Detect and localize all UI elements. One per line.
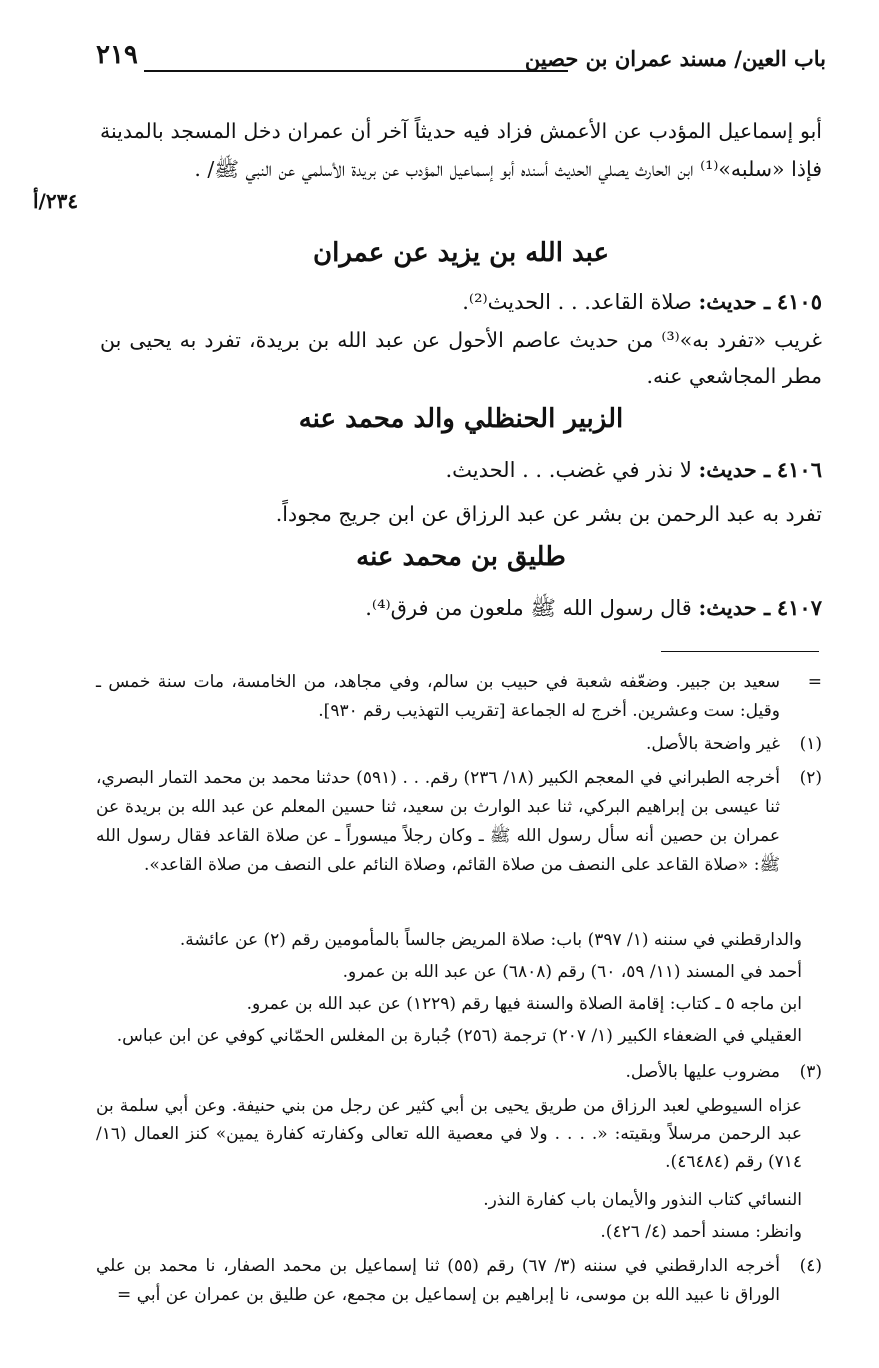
footnote-label: (٣) [799,1062,822,1082]
hadith-4106 [100,452,822,488]
footnote-2-reference: العقيلي في الضعفاء الكبير (١/ ٢٠٧) ترجمة (٢٥٦) جُبارة بن المغلس الحمّاني كوفي عن ابن عباس. [116,1026,802,1046]
section-heading-3: طليق بن محمد عنه [356,542,566,572]
hadith-note-2: تفرد به عبد الرحمن بن بشر عن عبد الرزاق عن ابن جريج مجوداً. [275,502,822,526]
footnote-continuation [96,668,822,726]
footnote-text: سعيد بن جبير. وضعّفه شعبة في حبيب بن سالم، وفي مجاهد، من الخامسة، مات سنة خمس ـ وقيل: ست وعشرين. أخرج له الجماعة [تقريب التهذيب رقم ٩٣٠]. [96,672,780,721]
footnote-2 [96,764,822,880]
footnote-text: مضروب عليها بالأصل. [625,1062,780,1082]
hadith-number: ٤١٠٧ [776,595,822,620]
hadith-text: صلاة القاعد. . . الحديث⁽²⁾. [462,290,699,314]
hadith-number: ٤١٠٦ [776,457,822,482]
running-title: باب العين/ مسند عمران بن حصين [524,46,826,71]
hadith-text: لا نذر في غضب. . . الحديث. [445,458,699,482]
hadith-text: قال رسول الله ﷺ ملعون من فرق⁽⁴⁾. [365,596,699,620]
page-number: ٢١٩ [96,40,138,70]
header-rule [144,70,568,72]
running-header [96,40,826,84]
hadith-number: ٤١٠٥ [776,289,822,314]
section-heading-2: الزبير الحنظلي والد محمد عنه [298,404,624,434]
footnote-label: (٤) [799,1256,822,1276]
footnote-label: = [807,672,822,692]
manuscript-folio-note: ٢٣٤/أ [33,189,79,213]
footnote-label: (٢) [799,768,822,788]
footnote-2-reference: والدارقطني في سننه (١/ ٣٩٧) باب: صلاة المريض جالساً بالمأمومين رقم (٢) عن عائشة. [179,930,802,950]
footnote-2-reference: ابن ماجه ٥ ـ كتاب: إقامة الصلاة والسنة فيها رقم (١٢٢٩) عن عبد الله بن عمرو. [246,994,802,1014]
footnote-text: أخرجه الطبراني في المعجم الكبير (١٨/ ٢٣٦) رقم. . . (٥٩١) حدثنا محمد بن محمد التمار البصري، ثنا عيسى بن إبراهيم البركي، ثنا عبد الوارث بن سعيد، ثنا حسين المعلم عن عبد الله بن بريدة عن عمران بن حصين أنه سأل رسول الله ﷺ ـ وكان رجلاً ميسوراً ـ عن صلاة القاعد فقال رسول الله ﷺ: «صلاة القاعد على النصف من صلاة القائم، وصلاة النائم على النصف من صلاة القاعد». [96,768,780,875]
footnote-text: غير واضحة بالأصل. [646,734,780,754]
footnote-3 [96,1058,822,1087]
footnote-3-reference: عزاه السيوطي لعبد الرزاق من طريق يحيى بن أبي كثير عن رجل من بني حنيفة. وعن أبي سلمة بن عبد الرحمن مرسلاً وبقيته: «. . . . ولا في معصية الله تعالى وكفارته كفارة يمين» كنز العمال (١٦/ ٧١٤) رقم (٤٦٤٨٤). [96,1096,802,1172]
hadith-note-1: غريب «تفرد به»⁽³⁾ من حديث عاصم الأحول عن عبد الله بن بريدة، تفرد به يحيى بن مطر المجاشعي عنه. [100,328,823,388]
section-heading-1: عبد الله بن يزيد عن عمران [313,238,609,268]
hadith-4107 [100,590,822,626]
footnote-text: أخرجه الدارقطني في سننه (٣/ ٦٧) رقم (٥٥) ثنا إسماعيل بن محمد الصفار، نا محمد بن علي الوراق نا عبيد الله بن موسى، نا إبراهيم بن إسماعيل بن مجمع، عن طليق بن عمران عن أبي = [96,1256,780,1305]
footnote-3-reference: وانظر: مسند أحمد (٤/ ٤٢٦). [600,1222,802,1242]
footnote-4 [96,1252,822,1310]
footnote-separator [661,651,819,652]
footnote-3-reference: النسائي كتاب النذور والأيمان باب كفارة النذر. [483,1190,802,1210]
hadith-keyword: ـ حديث: [698,457,771,482]
footnote-2-reference: أحمد في المسند (١١/ ٥٩، ٦٠) رقم (٦٨٠٨) عن عبد الله بن عمرو. [342,962,802,982]
hadith-keyword: ـ حديث: [698,595,771,620]
intro-paragraph: أبو إسماعيل المؤدب عن الأعمش فزاد فيه حديثاً آخر أن عمران دخل المسجد بالمدينة فإذا «سلبه»⁽¹⁾ ابن الحارث يصلي الحديث أسنده أبو إسماعيل المؤدب عن بريدة الأسلمي عن النبي ﷺ/ . [100,119,822,181]
hadith-4105 [100,284,822,320]
footnote-1 [96,730,822,759]
hadith-keyword: ـ حديث: [698,289,771,314]
footnote-label: (١) [799,734,822,754]
